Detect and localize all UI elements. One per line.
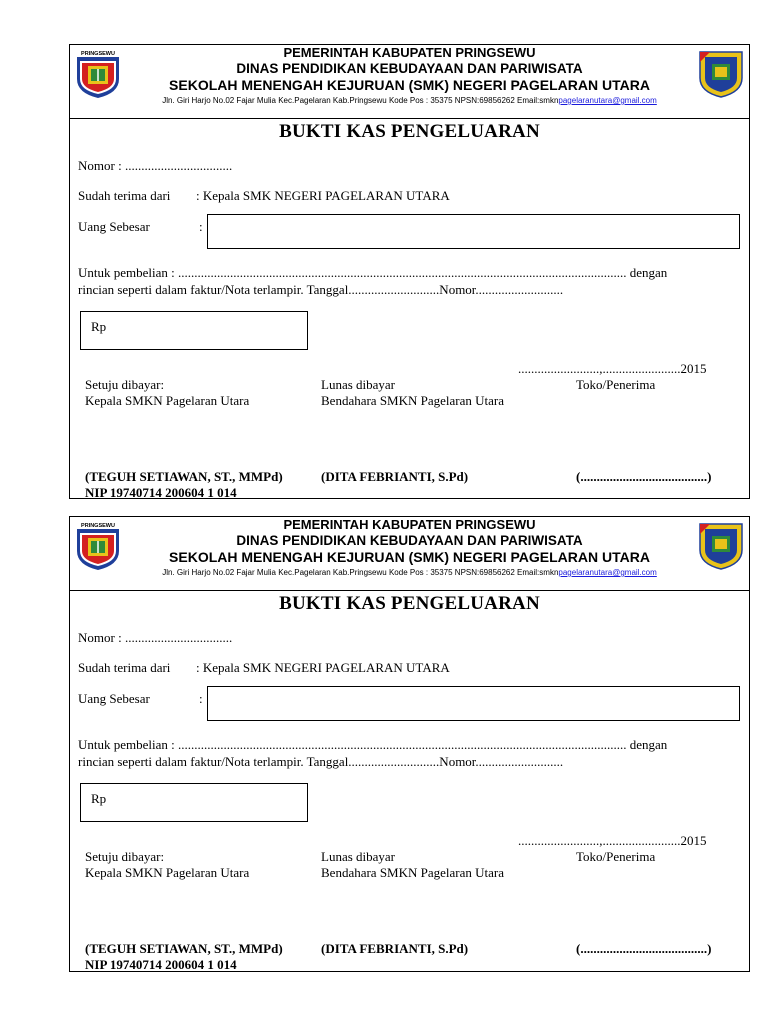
nomor-field[interactable]: Nomor : ................................. bbox=[78, 158, 233, 173]
received-from-label: Sudah terima dari bbox=[78, 660, 171, 675]
form-title: BUKTI KAS PENGELUARAN bbox=[279, 593, 540, 614]
amount-colon: : bbox=[199, 219, 203, 234]
rupiah-box[interactable] bbox=[80, 311, 308, 350]
received-from-value: : Kepala SMK NEGERI PAGELARAN UTARA bbox=[196, 188, 450, 203]
recipient-name[interactable]: (.......................................) bbox=[576, 469, 712, 484]
approver-role: Kepala SMKN Pagelaran Utara bbox=[85, 393, 250, 408]
purpose-line[interactable]: Untuk pembelian : .......................................................................................................................................... dengan bbox=[78, 265, 668, 280]
school-email-link[interactable]: pagelaranutara@gmail.com bbox=[558, 568, 657, 577]
received-from-label: Sudah terima dari bbox=[78, 188, 171, 203]
svg-text:PRINGSEWU: PRINGSEWU bbox=[81, 523, 115, 529]
treasurer-role: Bendahara SMKN Pagelaran Utara bbox=[321, 865, 505, 880]
amount-colon: : bbox=[199, 691, 203, 706]
amount-in-words-box[interactable] bbox=[207, 214, 740, 249]
recipient-name[interactable]: (.......................................) bbox=[576, 941, 712, 956]
date-line[interactable]: .........................,........................2015 bbox=[518, 361, 707, 376]
recipient-label: Toko/Penerima bbox=[576, 377, 656, 392]
approver-role: Kepala SMKN Pagelaran Utara bbox=[85, 865, 250, 880]
form-title: BUKTI KAS PENGELUARAN bbox=[279, 121, 540, 142]
recipient-label: Toko/Penerima bbox=[576, 849, 656, 864]
approver-name: (TEGUH SETIAWAN, ST., MMPd) bbox=[85, 469, 283, 484]
province-emblem-icon bbox=[696, 520, 746, 570]
invoice-line[interactable]: rincian seperti dalam faktur/Nota terlampir. Tanggal............................Nomor........................... bbox=[78, 754, 564, 769]
received-from-value: : Kepala SMK NEGERI PAGELARAN UTARA bbox=[196, 660, 450, 675]
letterhead bbox=[70, 517, 749, 591]
treasurer-label: Lunas dibayar bbox=[321, 849, 396, 864]
letterhead bbox=[70, 45, 749, 119]
school-name: SEKOLAH MENENGAH KEJURUAN (SMK) NEGERI PAGELARAN UTARA bbox=[169, 549, 650, 565]
rupiah-box[interactable] bbox=[80, 783, 308, 822]
receipt-slip-top bbox=[69, 44, 750, 499]
school-address: Jln. Giri Harjo No.02 Fajar Mulia Kec.Pagelaran Kab.Pringsewu Kode Pos : 35375 NPSN:69856262 Email:smknpagelaranutara@gmail.com bbox=[162, 568, 657, 577]
office-name: DINAS PENDIDIKAN KEBUDAYAAN DAN PARIWISATA bbox=[236, 533, 583, 548]
approver-nip: NIP 19740714 200604 1 014 bbox=[85, 485, 237, 500]
nomor-field[interactable]: Nomor : ................................. bbox=[78, 630, 233, 645]
receipt-slip-bottom bbox=[69, 516, 750, 972]
gov-name: PEMERINTAH KABUPATEN PRINGSEWU bbox=[283, 517, 536, 532]
school-name: SEKOLAH MENENGAH KEJURUAN (SMK) NEGERI PAGELARAN UTARA bbox=[169, 77, 650, 93]
treasurer-role: Bendahara SMKN Pagelaran Utara bbox=[321, 393, 505, 408]
treasurer-name: (DITA FEBRIANTI, S.Pd) bbox=[321, 469, 469, 484]
amount-in-words-box[interactable] bbox=[207, 686, 740, 721]
rupiah-label: Rp bbox=[91, 791, 107, 806]
office-name: DINAS PENDIDIKAN KEBUDAYAAN DAN PARIWISATA bbox=[236, 61, 583, 76]
school-address: Jln. Giri Harjo No.02 Fajar Mulia Kec.Pagelaran Kab.Pringsewu Kode Pos : 35375 NPSN:69856262 Email:smknpagelaranutara@gmail.com bbox=[162, 96, 657, 105]
approver-label: Setuju dibayar: bbox=[85, 849, 165, 864]
invoice-line[interactable]: rincian seperti dalam faktur/Nota terlampir. Tanggal............................Nomor........................... bbox=[78, 282, 564, 297]
school-email-link[interactable]: pagelaranutara@gmail.com bbox=[558, 96, 657, 105]
treasurer-name: (DITA FEBRIANTI, S.Pd) bbox=[321, 941, 469, 956]
province-emblem-icon bbox=[696, 48, 746, 98]
amount-label: Uang Sebesar bbox=[78, 219, 150, 234]
approver-nip: NIP 19740714 200604 1 014 bbox=[85, 957, 237, 972]
amount-label: Uang Sebesar bbox=[78, 691, 150, 706]
treasurer-label: Lunas dibayar bbox=[321, 377, 396, 392]
purpose-line[interactable]: Untuk pembelian : .......................................................................................................................................... dengan bbox=[78, 737, 668, 752]
date-line[interactable]: .........................,........................2015 bbox=[518, 833, 707, 848]
rupiah-label: Rp bbox=[91, 319, 107, 334]
svg-text:PRINGSEWU: PRINGSEWU bbox=[81, 51, 115, 57]
gov-name: PEMERINTAH KABUPATEN PRINGSEWU bbox=[283, 45, 536, 60]
approver-label: Setuju dibayar: bbox=[85, 377, 165, 392]
approver-name: (TEGUH SETIAWAN, ST., MMPd) bbox=[85, 941, 283, 956]
